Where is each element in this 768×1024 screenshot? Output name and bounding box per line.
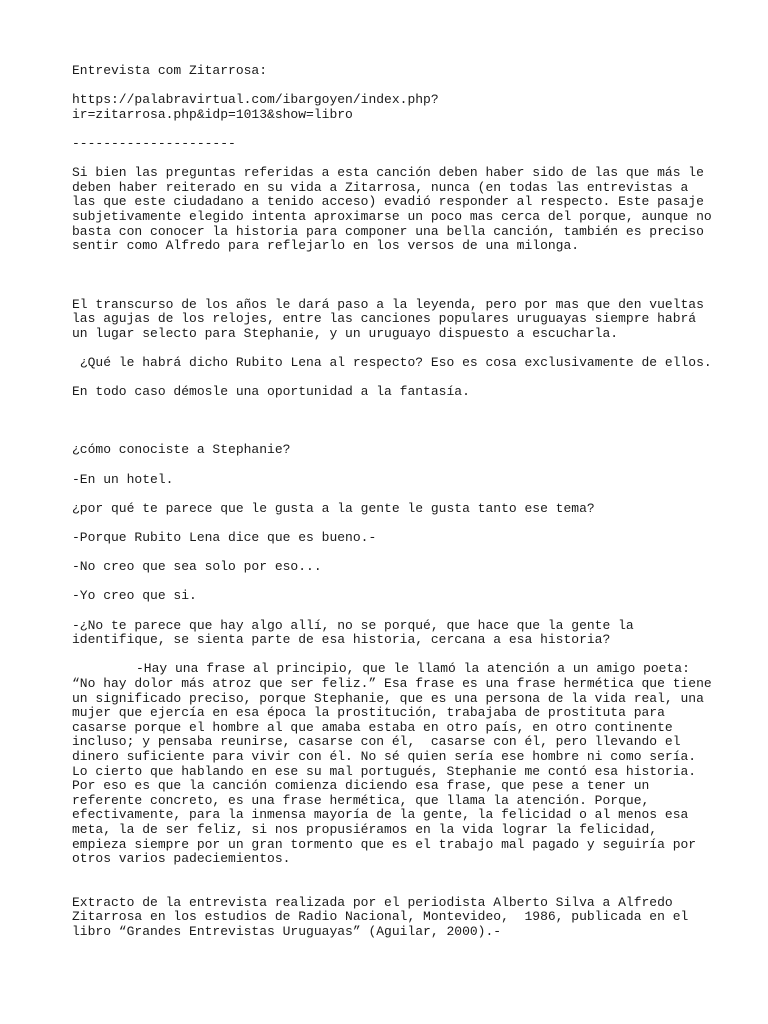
dialogue-line: ¿cómo conociste a Stephanie?	[72, 442, 291, 458]
fantasy-paragraph: En todo caso démosle una oportunidad a la fantasía.	[72, 384, 470, 400]
document-page	[72, 63, 720, 954]
legend-paragraph: El transcurso de los años le dará paso a la leyenda, pero por mas que den vueltas las agujas de los relojes, entre las canciones populares uruguayas siempre habrá un lugar selecto para Stephanie, y un uruguayo dispuesto a escucharla.	[72, 296, 712, 341]
dialogue-line: -Yo creo que si.	[72, 588, 197, 604]
intro-paragraph: Si bien las preguntas referidas a esta canción deben haber sido de las que más le deben haber reiterado en su vida a Zitarrosa, nunca (en todas las entrevistas a las que este ciudadano a tenido acceso) evadió responder al respecto. Este pasaje subjetivamente elegido intenta aproximarse un poco mas cerca del porque, aunque no basta con conocer la historia para componer una bella canción, también es preciso sentir como Alfredo para reflejarlo en los versos de una milonga.	[72, 165, 720, 254]
separator-line: ---------------------	[72, 135, 236, 151]
dialogue-line: -No creo que sea solo por eso...	[72, 559, 322, 575]
dialogue-line: ¿por qué te parece que le gusta a la gente le gusta tanto ese tema?	[72, 500, 595, 516]
dialogue-line: -¿No te parece que hay algo allí, no se porqué, que hace que la gente la identifique, se sienta parte de esa historia, cercana a esa historia?	[72, 617, 642, 648]
dialogue-line: -Porque Rubito Lena dice que es bueno.-	[72, 530, 377, 546]
source-citation-paragraph: Extracto de la entrevista realizada por el periodista Alberto Silva a Alfredo Zitarrosa en los estudios de Radio Nacional, Montevideo, 1986, publicada en el libro “Grandes Entrevistas Uruguayas” (Aguilar, 2000).-	[72, 894, 697, 940]
source-url: https://palabravirtual.com/ibargoyen/index.php?ir=zitarrosa.php&idp=1013&show=libro	[72, 92, 439, 122]
answer-paragraph: -Hay una frase al principio, que le llamó la atención a un amigo poeta: “No hay dolor más atroz que ser feliz.” Esa frase es una frase hermética que tiene un significado preciso, porque Stephanie, que es una persona de la vida real, una mujer que ejercía en esa época la prostitución, trabajaba de prostituta para casarse porque el hombre al que amaba estaba en otro país, en otro continente incluso; y pensaba reunirse, casarse con él, casarse con él, pero llevando el dinero suficiente para vivir con él. No sé quien sería ese hombre ni como sería. Lo cierto que hablando en ese su mal portugués, Stephanie me contó esa historia. Por eso es que la canción comienza diciendo esa frase, que pese a tener un referente concreto, es una frase hermética, que llama la atención. Porque, efectivamente, para la inmensa mayoría de la gente, la felicidad o al menos esa meta, la de ser feliz, si nos propusiéramos en la vida lograr la felicidad, empieza siempre por un gran tormento que es el trabajo mal pagado y seguiría por otros varios padeciemientos.	[72, 661, 720, 867]
document-header-title: Entrevista com Zitarrosa:	[72, 63, 268, 78]
rubito-question-paragraph: ¿Qué le habrá dicho Rubito Lena al respecto? Eso es cosa exclusivamente de ellos.	[72, 354, 712, 370]
dialogue-line: -En un hotel.	[72, 471, 174, 487]
